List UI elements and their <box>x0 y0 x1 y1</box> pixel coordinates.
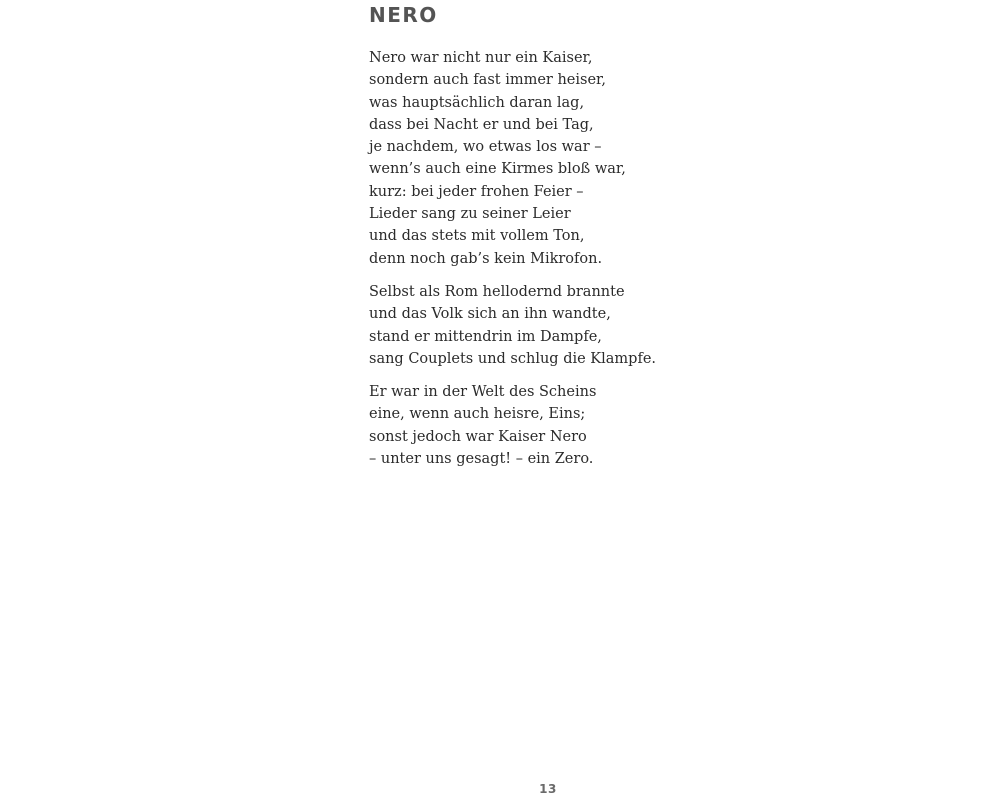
verse-line: kurz: bei jeder frohen Feier – <box>369 183 584 200</box>
verse-line: Nero war nicht nur ein Kaiser, <box>369 50 593 66</box>
verse-line: was hauptsächlich daran lag, <box>369 94 585 111</box>
verse-line: Selbst als Rom hellodernd brannte <box>369 283 625 300</box>
poem-title: NERO <box>369 3 438 27</box>
verse-line: denn noch gab’s kein Mikrofon. <box>369 250 603 267</box>
poem <box>369 0 789 470</box>
verse-line: und das stets mit vollem Ton, <box>369 228 585 245</box>
verse-line: dass bei Nacht er und bei Tag, <box>369 116 594 133</box>
verse-line: sondern auch fast immer heiser, <box>369 72 606 89</box>
stanza <box>369 281 789 370</box>
stanza <box>369 47 789 270</box>
stanza <box>369 381 789 470</box>
verse-line: je nachdem, wo etwas los war – <box>369 139 602 156</box>
verse-line: – unter uns gesagt! – ein Zero. <box>369 451 594 468</box>
verse-line: und das Volk sich an ihn wandte, <box>369 306 611 323</box>
verse-line: Er war in der Welt des Scheins <box>369 384 597 401</box>
verse-line: stand er mittendrin im Dampfe, <box>369 328 602 345</box>
verse-line: Lieder sang zu seiner Leier <box>369 206 571 223</box>
verse-line: sang Couplets und schlug die Klampfe. <box>369 350 657 367</box>
verse-line: eine, wenn auch heisre, Eins; <box>369 406 586 423</box>
verse-line: sonst jedoch war Kaiser Nero <box>369 428 587 445</box>
page-number: 13 <box>539 782 557 796</box>
verse-line: wenn’s auch eine Kirmes bloß war, <box>369 161 626 178</box>
